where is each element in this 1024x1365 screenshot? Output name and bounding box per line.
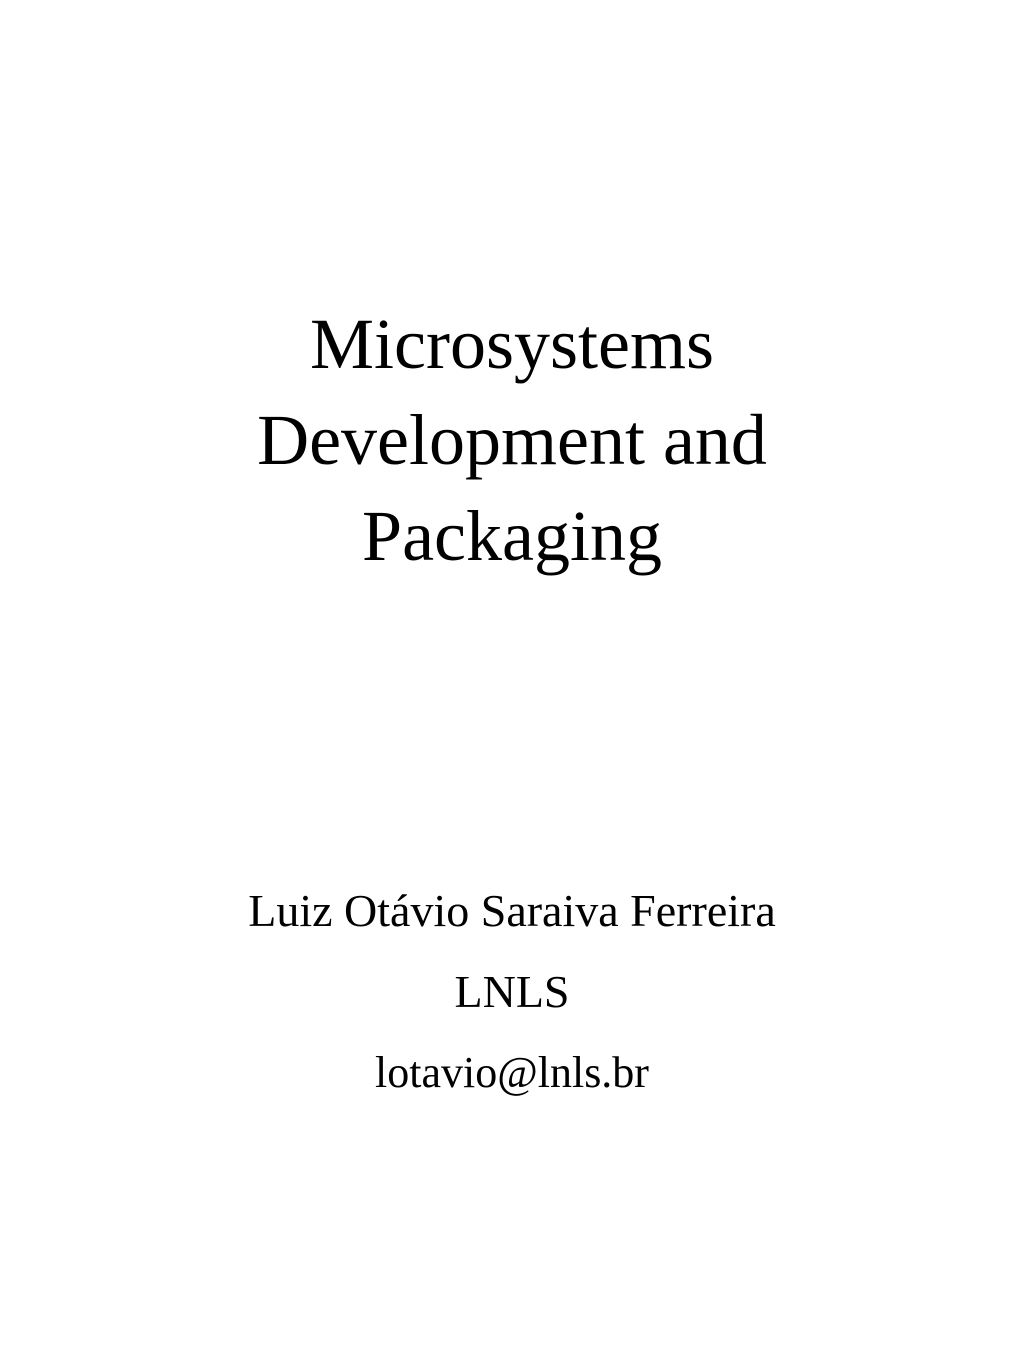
slide-subtitle [112,870,912,1113]
slide-title [112,296,912,584]
title-line-2: Development and [257,400,767,480]
author-email: lotavio@lnls.br [375,1048,649,1097]
title-line-3: Packaging [362,496,662,576]
author-name: Luiz Otávio Saraiva Ferreira [248,885,776,936]
title-line-1: Microsystems [310,304,714,384]
author-affiliation: LNLS [454,966,570,1017]
